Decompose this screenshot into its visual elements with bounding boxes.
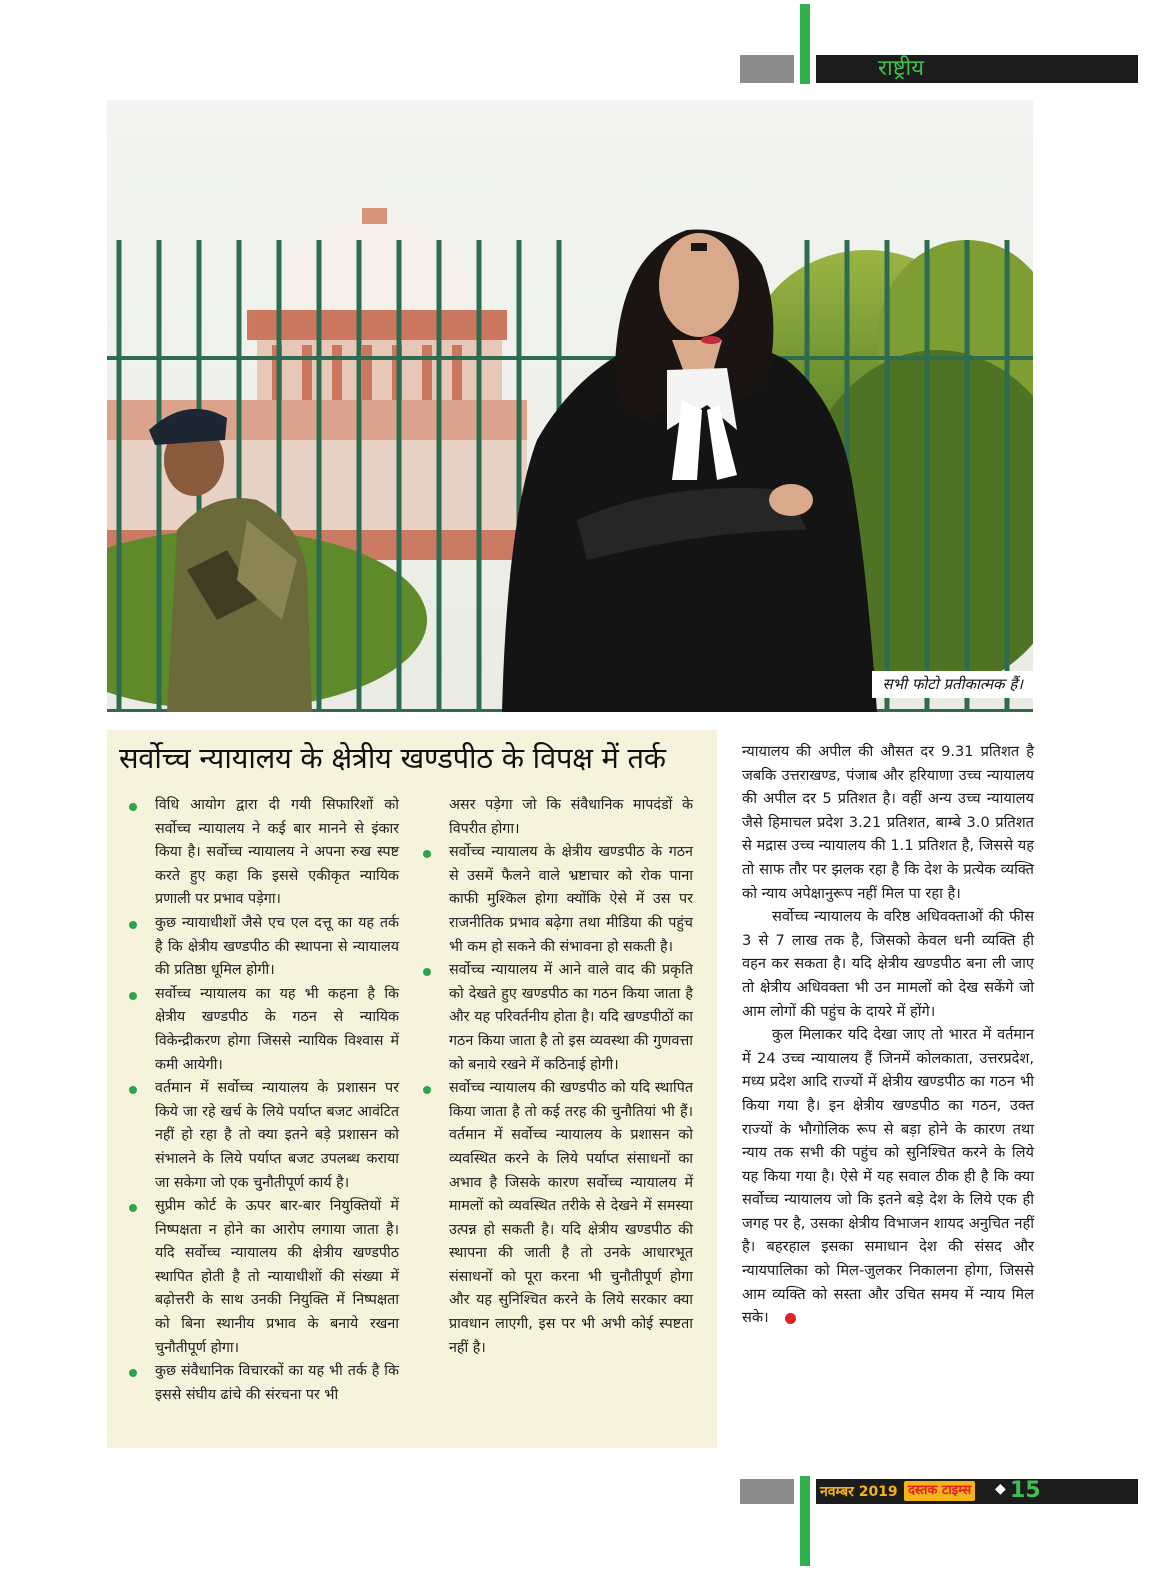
bullet-dot — [129, 992, 137, 1000]
bullet-item — [423, 1077, 693, 1360]
magazine-logo: दस्तक टाइम्स — [904, 1481, 975, 1501]
box-title: सर्वोच्च न्यायालय के क्षेत्रीय खण्डपीठ के विपक्ष में तर्क — [119, 741, 666, 775]
paragraph-last — [742, 1023, 1034, 1330]
bullet-item — [129, 1195, 399, 1360]
box-column-1 — [129, 794, 399, 1407]
section-label: राष्ट्रीय — [878, 56, 925, 81]
bullet-dot — [129, 803, 137, 811]
photo-caption: सभी फोटो प्रतीकात्मक हैं। — [872, 671, 1033, 698]
paragraph: न्यायालय की अपील की औसत दर 9.31 प्रतिशत है जबकि उत्तराखण्ड, पंजाब और हरियाणा उच्च न्यायालय की अपील दर 5 प्रतिशत है। वहीं अन्य उच्च न्यायालय जैसे हिमाचल प्रदेश 3.21 प्रतिशत, बाम्बे 3.0 प्रतिशत से मद्रास उच्च न्यायालय की 1.1 प्रतिशत है, जिससे यह तो साफ तौर पर झलक रहा है कि देश के प्रत्येक व्यक्ति को न्याय अपेक्षानुरूप नहीं मिल पा रहा है। — [742, 743, 1034, 902]
bullet-dot — [129, 921, 137, 929]
bullet-dot — [129, 1369, 137, 1377]
article-photo — [107, 100, 1033, 712]
footer-gray-block — [740, 1479, 794, 1504]
page-number: 15 — [1010, 1478, 1041, 1503]
bullet-item — [423, 959, 693, 1077]
bullet-text: सुप्रीम कोर्ट के ऊपर बार-बार नियुक्तियों में निष्पक्षता न होने का आरोप लगाया जाता है। यदि सर्वोच्च न्यायालय की क्षेत्रीय खण्डपीठ स्थापित होती है तो न्यायाधीशों की संख्या में बढ़ोत्तरी के साथ उनकी नियुक्ति में निष्पक्षता को बिना स्थानीय प्रभाव के बनाये रखना चुनौतीपूर्ण होगा। — [155, 1198, 399, 1356]
bullet-dot — [423, 850, 431, 858]
header-accent-bar — [800, 4, 810, 84]
bullet-item — [129, 912, 399, 983]
box-column-2 — [423, 794, 693, 1360]
bullet-text: सर्वोच्च न्यायालय का यह भी कहना है कि क्षेत्रीय खण्डपीठ के गठन से न्यायिक विकेन्द्रीकरण होगा जिससे न्यायिक विश्वास में कमी आयेगी। — [155, 985, 399, 1073]
header-gray-block — [740, 55, 794, 83]
bullet-text: वर्तमान में सर्वोच्च न्यायालय के प्रशासन पर किये जा रहे खर्च के लिये पर्याप्त बजट आवंटित नहीं हो रहा है तो क्या इतने बड़े प्रशासन को संभालने के लिये पर्याप्त बजट उपलब्ध कराया जा सकेगा जो एक चुनौतीपूर्ण कार्य है। — [155, 1080, 399, 1191]
footer-accent-bar — [800, 1476, 810, 1566]
bullet-item — [129, 983, 399, 1077]
bullet-text: सर्वोच्च न्यायालय की खण्डपीठ को यदि स्थापित किया जाता है तो कई तरह की चुनौतियां भी हैं। वर्तमान में सर्वोच्च न्यायालय के प्रशासन को व्यवस्थित करने के लिये पर्याप्त संसाधनों का अभाव है जिसके कारण सर्वोच्च न्यायालय में मामलों को व्यवस्थित तरीके से देखने में समस्या उत्पन्न हो सकती है। यदि क्षेत्रीय खण्डपीठ की स्थापना की जाती है तो उनके आधारभूत संसाधनों को पूरा करना भी चुनौतीपूर्ण होगा और यह सुनिश्चित करने के लिये सरकार क्या प्रावधान लाएगी, इस पर भी अभी कोई स्पष्टता नहीं है। — [449, 1080, 693, 1356]
bullet-dot — [423, 968, 431, 976]
end-of-article-dot — [785, 1313, 796, 1324]
bullet-item — [129, 794, 399, 912]
bullet-dot — [423, 1086, 431, 1094]
bullet-text: विधि आयोग द्वारा दी गयी सिफारिशों को सर्वोच्च न्यायालय ने कई बार मानने से इंकार किया है। सर्वोच्च न्यायालय ने अपना रुख स्पष्ट करते हुए कहा कि इससे एकीकृत न्यायिक प्रणाली पर प्रभाव पड़ेगा। — [155, 797, 399, 908]
bullet-continuation: असर पड़ेगा जो कि संवैधानिक मापदंडों के विपरीत होगा। — [449, 797, 693, 837]
bullet-item — [129, 1360, 399, 1407]
bullet-dot — [129, 1204, 137, 1212]
article-body-right — [742, 740, 1034, 1330]
header-band — [816, 55, 1138, 83]
bullet-item — [129, 1077, 399, 1195]
paragraph: सर्वोच्च न्यायालय के वरिष्ठ अधिवक्ताओं की फीस 3 से 7 लाख तक है, जिसको केवल धनी व्यक्ति ही वहन कर सकता है। यदि क्षेत्रीय खण्डपीठ बना ली जाए तो क्षेत्रीय अधिवक्ता भी उन मामलों को देख सकेंगे जो आम लोगों की पहुंच के दायरे में होंगे। — [742, 908, 1034, 1020]
bullet-dot — [129, 1086, 137, 1094]
bullet-item — [423, 841, 693, 959]
bullet-text: सर्वोच्च न्यायालय के क्षेत्रीय खण्डपीठ के गठन से उसमें फैलने वाले भ्रष्टाचार को रोक पाना काफी मुश्किल होगा क्योंकि ऐसे में उस पर राजनीतिक प्रभाव बढ़ेगा तथा मीडिया की पहुंच भी कम हो सकने की संभावना हो सकती है। — [449, 844, 693, 955]
bullet-text: कुछ न्यायाधीशों जैसे एच एल दत्तू का यह तर्क है कि क्षेत्रीय खण्डपीठ की स्थापना से न्यायालय की प्रतिष्ठा धूमिल होगी। — [155, 914, 399, 979]
issue-date: नवम्बर 2019 — [820, 1484, 898, 1500]
photo-illustration — [107, 100, 1033, 712]
paragraph-text: कुल मिलाकर यदि देखा जाए तो भारत में वर्तमान में 24 उच्च न्यायालय हैं जिनमें कोलकाता, उत्तरप्रदेश, मध्य प्रदेश आदि राज्यों में क्षेत्रीय खण्डपीठ का गठन भी किया गया है। इन क्षेत्रीय खण्डपीठ का गठन, उक्त राज्यों के भौगोलिक रूप से बड़ा होने के कारण तथा न्याय तक सभी की पहुंच को सुनिश्चित करने के लिये यह किया गया है। ऐसे में यह सवाल ठीक ही है कि क्या सर्वोच्च न्यायालय जो कि इतने बड़े देश के लिये एक ही जगह पर है, उसका क्षेत्रीय विभाजन शायद अनुचित नहीं है। बहरहाल इसका समाधान देश की संसद और न्यायपालिका को मिल-जुलकर निकालना होगा, जिससे आम व्यक्ति को सस्ता और उचित समय में न्याय मिल सके। — [742, 1026, 1034, 1327]
sidebar-box — [107, 730, 717, 1448]
footer-separator: ◆ — [995, 1481, 1006, 1497]
bullet-text: कुछ संवैधानिक विचारकों का यह भी तर्क है कि इससे संघीय ढांचे की संरचना पर भी — [155, 1363, 399, 1403]
bullet-text: सर्वोच्च न्यायालय में आने वाले वाद की प्रकृति को देखते हुए खण्डपीठ का गठन किया जाता है और यह परिवर्तनीय होता है। यदि खण्डपीठों का गठन किया जाता है तो इस व्यवस्था की गुणवत्ता को बनाये रखने में कठिनाई होगी। — [449, 962, 693, 1073]
